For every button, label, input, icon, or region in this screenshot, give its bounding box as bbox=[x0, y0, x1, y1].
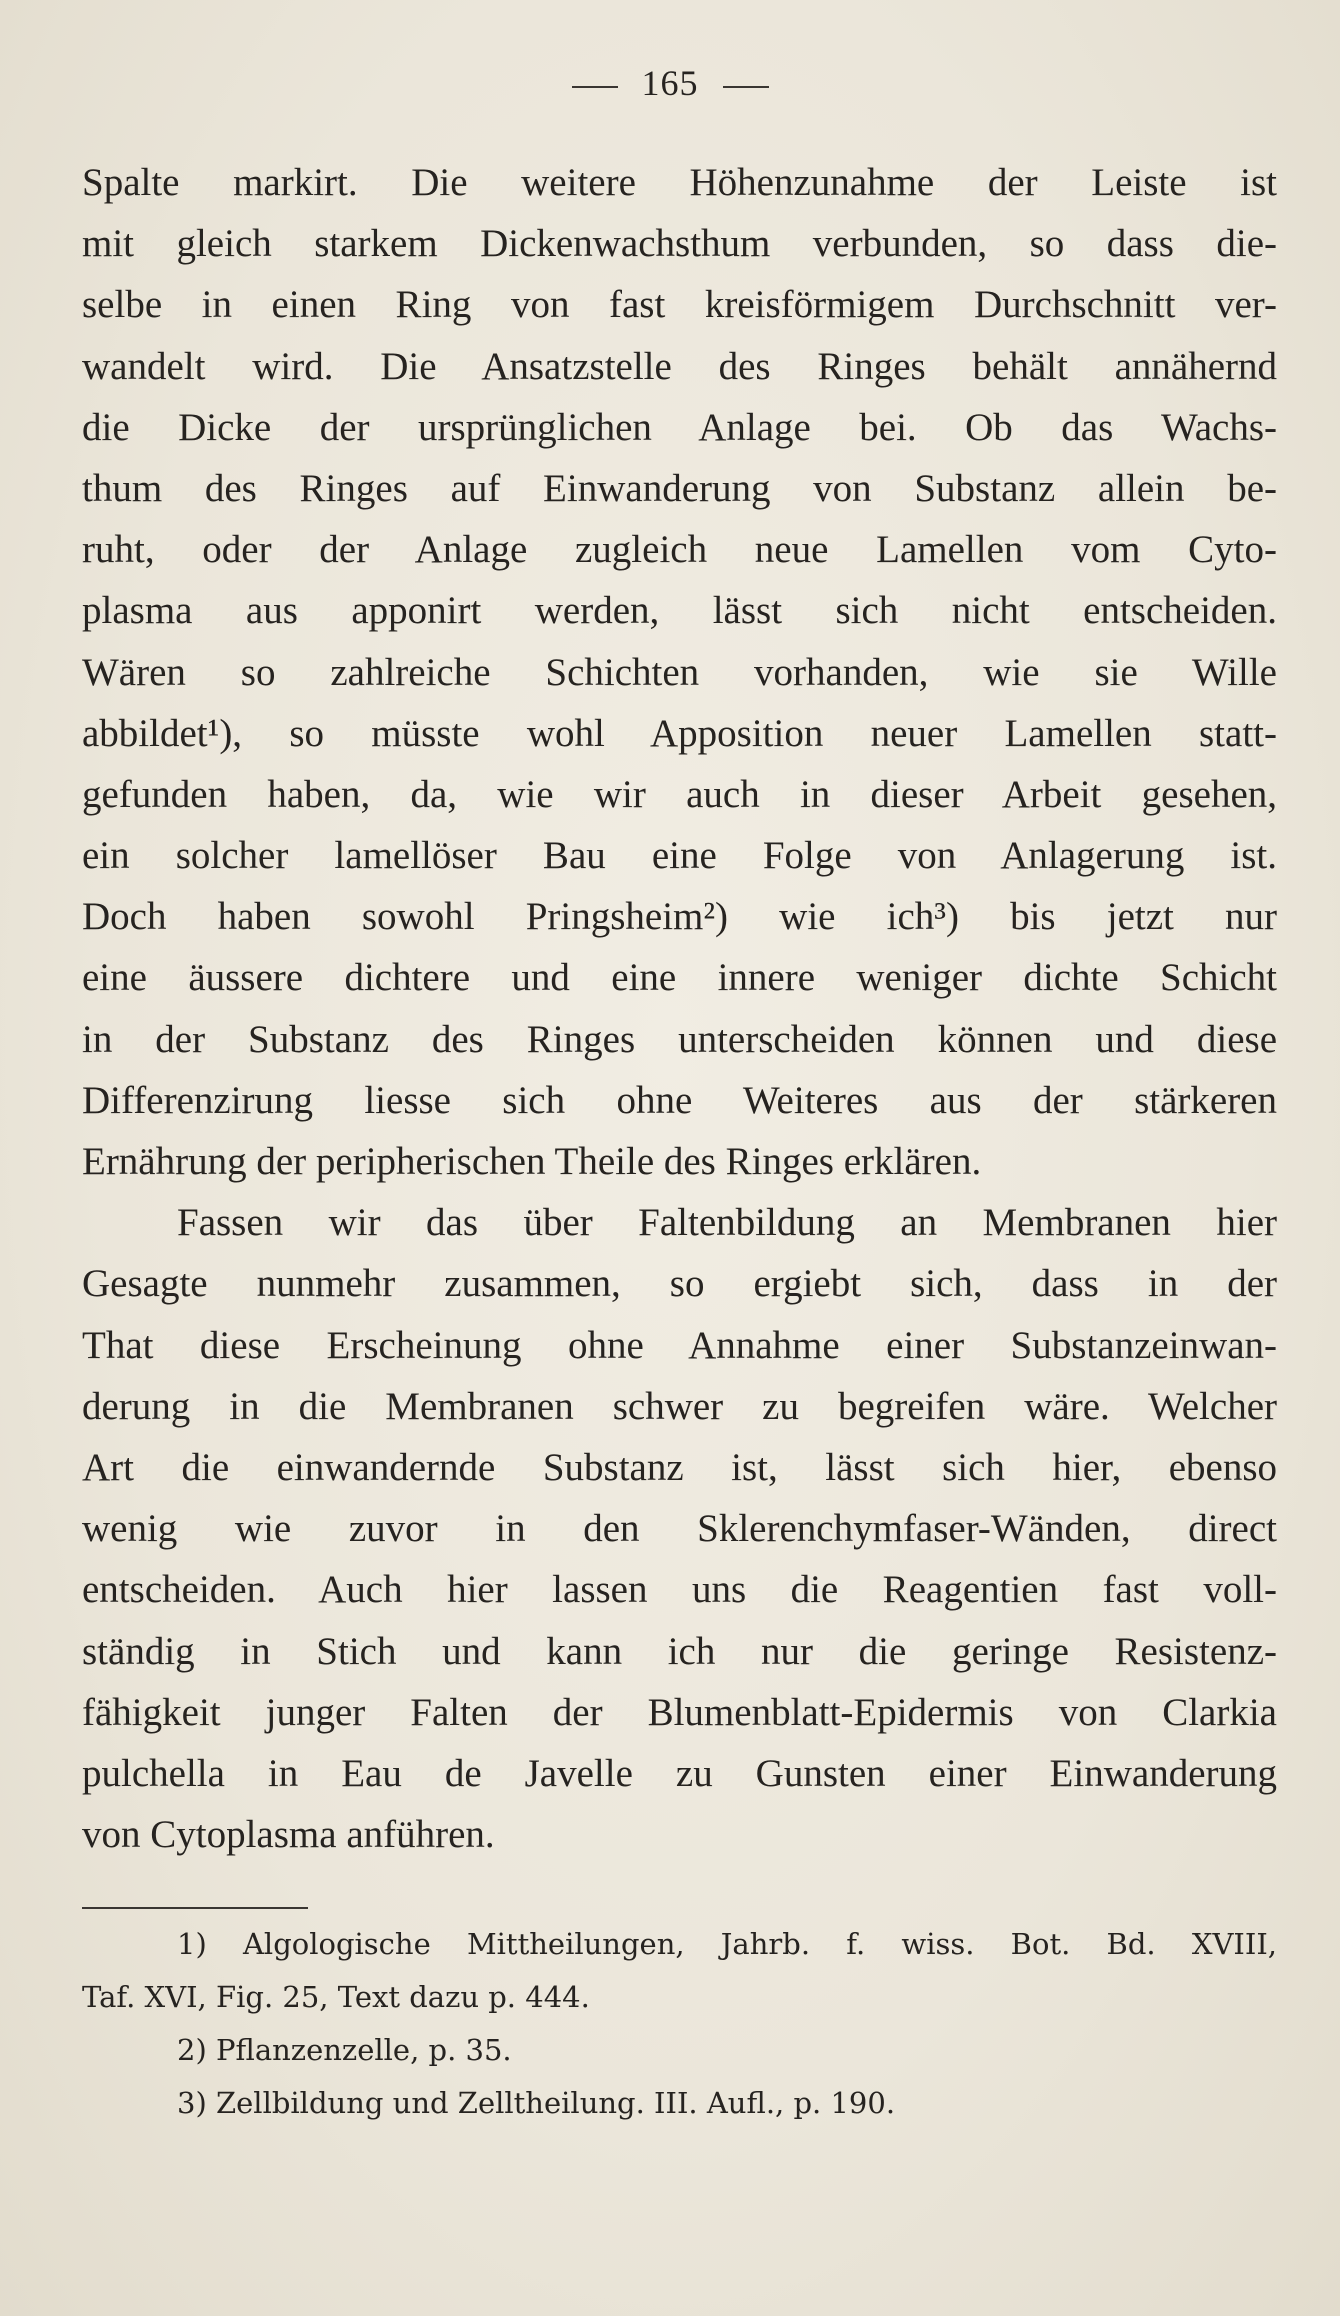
text-line: plasma aus apponirt werden, lässt sich nicht entscheiden. bbox=[82, 589, 1277, 633]
text-line: That diese Erscheinung ohne Annahme einer Substanzeinwan- bbox=[82, 1323, 1277, 1367]
text-line: wenig wie zuvor in den Sklerenchymfaser-Wänden, direct bbox=[82, 1507, 1277, 1551]
footnote-separator bbox=[82, 1907, 308, 1909]
text-line: ständig in Stich und kann ich nur die geringe Resistenz- bbox=[82, 1629, 1277, 1673]
text-line: abbildet¹), so müsste wohl Apposition neuer Lamellen statt- bbox=[82, 711, 1277, 755]
text-line-paragraph-start: Fassen wir das über Faltenbildung an Membranen hier bbox=[177, 1201, 1277, 1245]
header-dash-right bbox=[723, 86, 769, 88]
footnote-2: 2) Pflanzenzelle, p. 35. bbox=[177, 2033, 512, 2067]
footnote-3: 3) Zellbildung und Zelltheilung. III. Aufl., p. 190. bbox=[177, 2086, 896, 2120]
header-dash-left bbox=[572, 86, 618, 88]
text-line: Gesagte nunmehr zusammen, so ergiebt sich, dass in der bbox=[82, 1262, 1277, 1306]
text-line: pulchella in Eau de Javelle zu Gunsten einer Einwanderung bbox=[82, 1751, 1277, 1795]
text-line-paragraph-end: von Cytoplasma anführen. bbox=[82, 1813, 495, 1857]
text-line: mit gleich starkem Dickenwachsthum verbunden, so dass die- bbox=[82, 222, 1277, 266]
text-line: ein solcher lamellöser Bau eine Folge von Anlagerung ist. bbox=[82, 834, 1277, 878]
text-line: Wären so zahlreiche Schichten vorhanden, wie sie Wille bbox=[82, 650, 1277, 694]
page-number: 165 bbox=[641, 63, 699, 103]
text-line: thum des Ringes auf Einwanderung von Substanz allein be- bbox=[82, 466, 1277, 510]
text-line: die Dicke der ursprünglichen Anlage bei. Ob das Wachs- bbox=[82, 405, 1277, 449]
text-line: eine äussere dichtere und eine innere weniger dichte Schicht bbox=[82, 956, 1277, 1000]
text-line: Spalte markirt. Die weitere Höhenzunahme der Leiste ist bbox=[82, 161, 1277, 204]
footnotes bbox=[82, 1918, 1277, 2130]
text-line: wandelt wird. Die Ansatzstelle des Ringes behält annähernd bbox=[82, 344, 1277, 388]
text-line: Art die einwandernde Substanz ist, lässt sich hier, ebenso bbox=[82, 1445, 1277, 1489]
footnote-1-continued: Taf. XVI, Fig. 25, Text dazu p. 444. bbox=[82, 1980, 590, 2014]
text-line: derung in die Membranen schwer zu begreifen wäre. Welcher bbox=[82, 1384, 1277, 1428]
body-text bbox=[82, 152, 1277, 1865]
text-line: ruht, oder der Anlage zugleich neue Lamellen vom Cyto- bbox=[82, 528, 1277, 572]
text-line: Differenzirung liesse sich ohne Weiteres aus der stärkeren bbox=[82, 1078, 1277, 1122]
text-line: selbe in einen Ring von fast kreisförmigem Durchschnitt ver- bbox=[82, 283, 1277, 327]
text-line: fähigkeit junger Falten der Blumenblatt-Epidermis von Clarkia bbox=[82, 1690, 1277, 1734]
text-line: Doch haben sowohl Pringsheim²) wie ich³) bis jetzt nur bbox=[82, 895, 1277, 939]
text-line: in der Substanz des Ringes unterscheiden können und diese bbox=[82, 1017, 1277, 1061]
footnote-1: 1) Algologische Mittheilungen, Jahrb. f. wiss. Bot. Bd. XVIII, bbox=[177, 1927, 1277, 1961]
page-header bbox=[0, 62, 1340, 104]
text-line: entscheiden. Auch hier lassen uns die Reagentien fast voll- bbox=[82, 1568, 1277, 1612]
text-line-paragraph-end: Ernährung der peripherischen Theile des Ringes erklären. bbox=[82, 1140, 982, 1183]
text-line: gefunden haben, da, wie wir auch in dieser Arbeit gesehen, bbox=[82, 772, 1277, 816]
